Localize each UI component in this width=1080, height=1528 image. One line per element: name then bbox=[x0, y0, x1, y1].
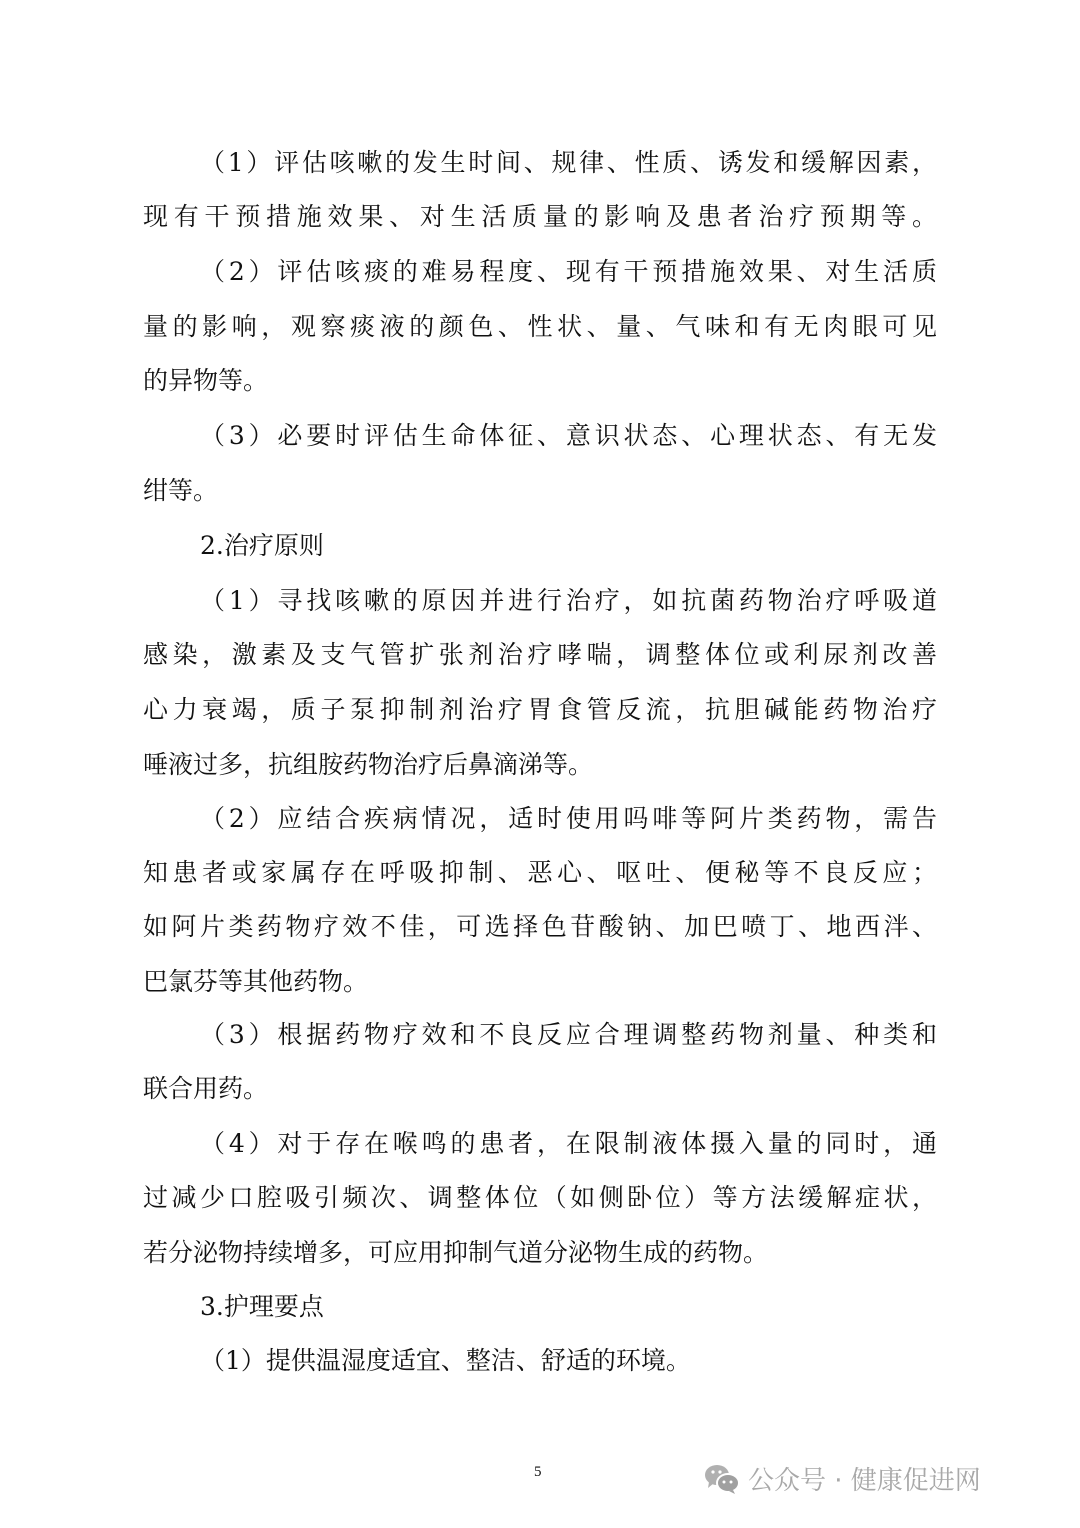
text-line: （2）应结合疾病情况，适时使用吗啡等阿片类药物，需告 bbox=[200, 804, 937, 833]
text-line: 现有干预措施效果、对生活质量的影响及患者治疗预期等。 bbox=[143, 202, 937, 231]
section-heading: 3.护理要点 bbox=[200, 1292, 324, 1321]
text-line: （1）提供温湿度适宜、整洁、舒适的环境。 bbox=[200, 1346, 691, 1375]
watermark-text: 公众号 · 健康促进网 bbox=[748, 1466, 981, 1496]
text-line: （3）根据药物疗效和不良反应合理调整药物剂量、种类和 bbox=[200, 1020, 937, 1049]
text-line: （3）必要时评估生命体征、意识状态、心理状态、有无发 bbox=[200, 421, 937, 450]
text-line: 感染，激素及支气管扩张剂治疗哮喘，调整体位或利尿剂改善 bbox=[143, 640, 937, 669]
text-line: 如阿片类药物疗效不佳，可选择色苷酸钠、加巴喷丁、地西泮、 bbox=[143, 912, 937, 941]
watermark bbox=[704, 1460, 981, 1497]
text-line: 量的影响，观察痰液的颜色、性状、量、气味和有无肉眼可见 bbox=[143, 312, 937, 341]
text-line: 绀等。 bbox=[143, 476, 219, 505]
text-line: （1）寻找咳嗽的原因并进行治疗，如抗菌药物治疗呼吸道 bbox=[200, 586, 937, 615]
text-line: 唾液过多，抗组胺药物治疗后鼻滴涕等。 bbox=[143, 750, 594, 779]
text-line: （2）评估咳痰的难易程度、现有干预措施效果、对生活质 bbox=[200, 257, 937, 286]
wechat-icon bbox=[704, 1463, 740, 1495]
text-line: 若分泌物持续增多，可应用抑制气道分泌物生成的药物。 bbox=[143, 1238, 769, 1267]
text-line: 知患者或家属存在呼吸抑制、恶心、呕吐、便秘等不良反应； bbox=[143, 858, 937, 887]
text-line: 的异物等。 bbox=[143, 366, 269, 395]
text-line: 巴氯芬等其他药物。 bbox=[143, 967, 369, 996]
text-line: （1）评估咳嗽的发生时间、规律、性质、诱发和缓解因素， bbox=[200, 148, 937, 177]
section-heading: 2.治疗原则 bbox=[200, 531, 324, 560]
text-line: （4）对于存在喉鸣的患者，在限制液体摄入量的同时，通 bbox=[200, 1129, 937, 1158]
page-number: 5 bbox=[534, 1464, 542, 1480]
text-line: 心力衰竭，质子泵抑制剂治疗胃食管反流，抗胆碱能药物治疗 bbox=[143, 695, 937, 724]
text-line: 过减少口腔吸引频次、调整体位（如侧卧位）等方法缓解症状， bbox=[143, 1183, 937, 1212]
text-line: 联合用药。 bbox=[143, 1074, 269, 1103]
